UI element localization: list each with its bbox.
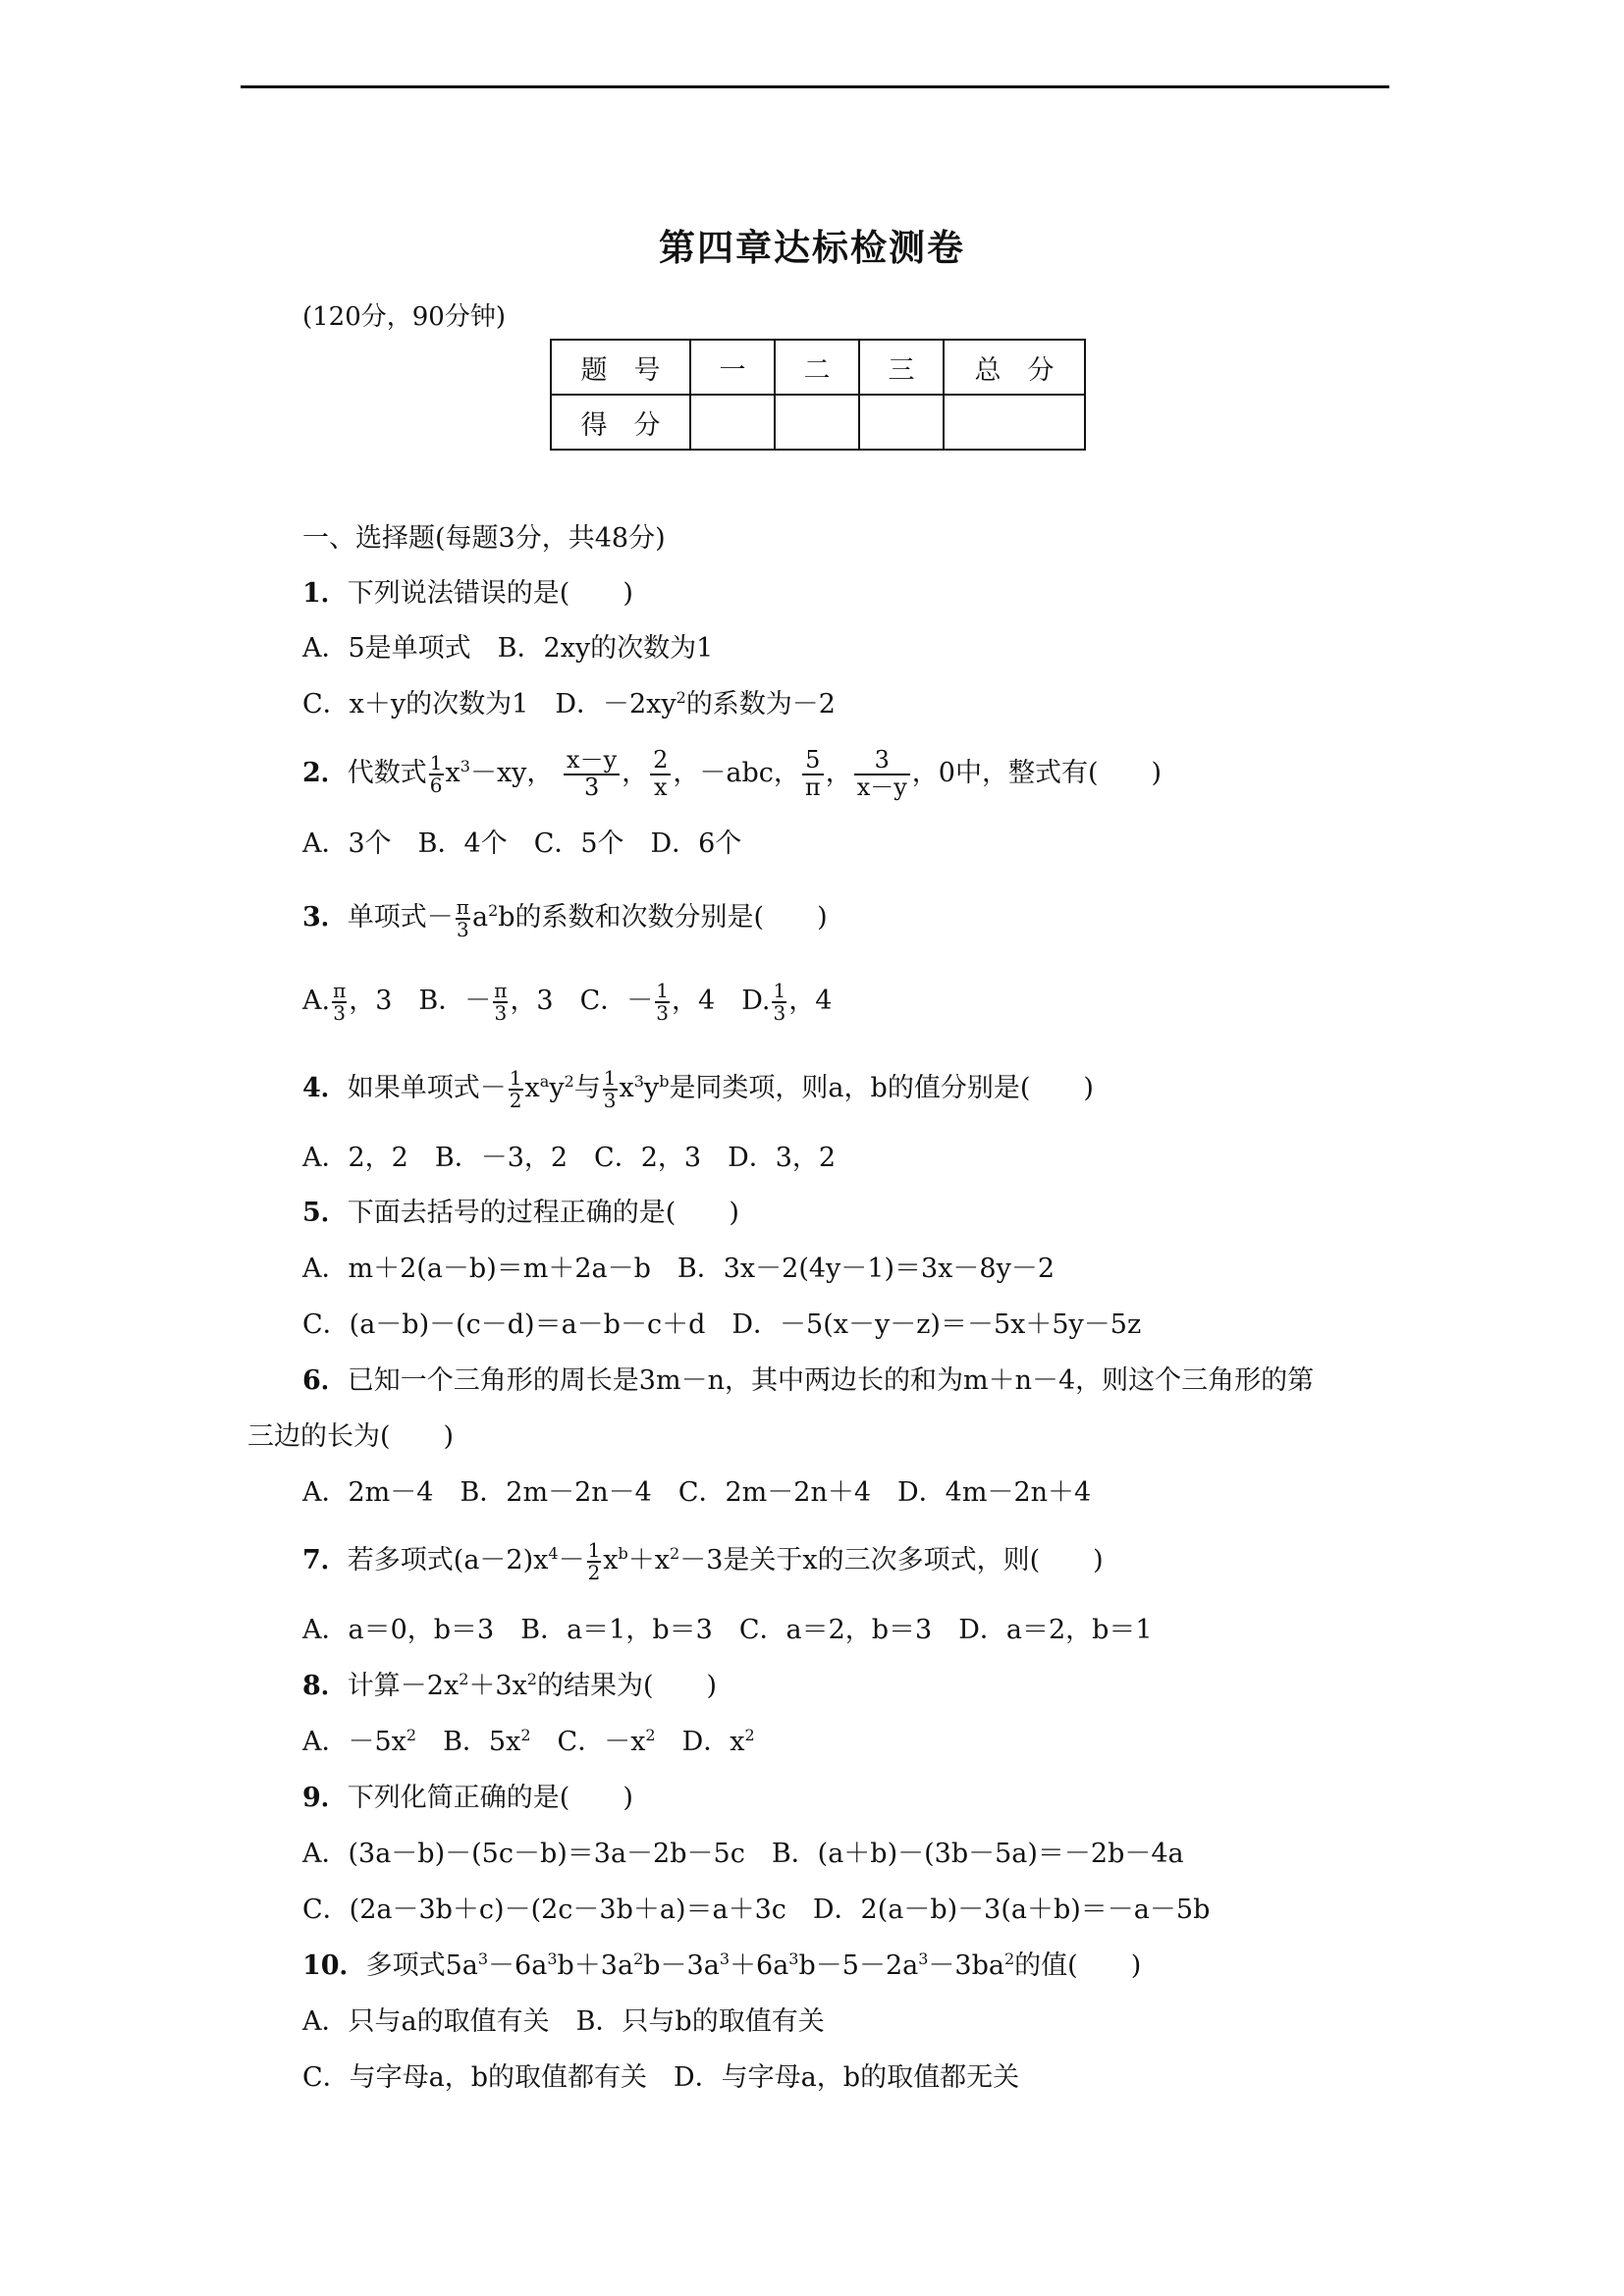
exponent: b — [659, 1072, 670, 1091]
fraction-denominator: 3 — [773, 1000, 786, 1025]
options-text: C．(a－b)－(c－d)＝a－b－c＋d D．－5(x－y－z)＝－5x＋5y－5z — [302, 1309, 1142, 1340]
fraction — [587, 1537, 602, 1584]
exponent: 4 — [548, 1544, 559, 1563]
question-1 — [302, 576, 633, 612]
question-number: 5． — [302, 1198, 348, 1228]
fraction-numerator: x－y — [564, 748, 620, 774]
term: ，－abc， — [673, 758, 800, 788]
term: b－3a — [643, 1950, 720, 1981]
score-header-cell: 一 — [690, 340, 775, 395]
question-number: 10． — [302, 1950, 366, 1981]
options-text: A．3个 B．4个 C．5个 D．6个 — [302, 828, 742, 859]
fraction — [854, 748, 910, 799]
exponent: 3 — [788, 1949, 799, 1968]
term: x — [619, 1073, 634, 1103]
fraction — [509, 1065, 523, 1112]
question-4 — [302, 1064, 1094, 1113]
question-8 — [302, 1669, 717, 1704]
question-stem: 代数式 — [347, 758, 427, 788]
score-table-score-row — [551, 395, 1085, 450]
question-9-options-cd — [302, 1893, 1210, 1928]
term: x — [603, 1545, 619, 1575]
question-stem: 如果单项式－ — [347, 1073, 507, 1103]
question-6-continued — [247, 1419, 454, 1455]
question-1-options-cd — [302, 687, 836, 722]
options-text: D．x — [655, 1727, 745, 1757]
term: ＋3x — [468, 1671, 527, 1701]
options-text: ，3 C．－ — [510, 986, 654, 1016]
fraction — [802, 748, 824, 799]
exponent: 2 — [406, 1726, 417, 1744]
score-table-header-row — [551, 340, 1085, 395]
exponent: 3 — [547, 1949, 558, 1968]
question-stem: 下面去括号的过程正确的是( ) — [347, 1198, 739, 1228]
fraction-denominator: x－y — [856, 773, 907, 801]
exponent: 2 — [633, 1949, 644, 1968]
exponent: 2 — [526, 1670, 537, 1688]
exponent: 2 — [1003, 1949, 1015, 1968]
exponent: 2 — [676, 688, 686, 707]
question-9 — [302, 1781, 633, 1816]
fraction-denominator: 3 — [656, 1000, 670, 1025]
question-9-options-ab — [302, 1837, 1184, 1872]
question-2-options — [302, 827, 741, 862]
options-text: A．a＝0，b＝3 B．a＝1，b＝3 C．a＝2，b＝3 D．a＝2，b＝1 — [302, 1615, 1153, 1645]
fraction-numerator: π — [494, 978, 508, 1002]
fraction-numerator: 3 — [854, 748, 910, 774]
fraction — [603, 1065, 618, 1112]
question-10-options-ab — [302, 2004, 825, 2040]
fraction — [655, 978, 670, 1025]
question-2: 2．代数式 $\frac{1}{6}$ $x^3-xy$， $\frac{x-y}{3}$ ， $\frac{2}{x}$ ，－abc， $\frac{5}{\pi}$ ， $\frac{3}{x-y}$ ，0中，整式有( ) — [302, 746, 1163, 801]
term: b－5－2a — [798, 1950, 919, 1981]
exponent: 3 — [918, 1949, 929, 1968]
exponent: 3 — [477, 1949, 489, 1968]
exponent: 2 — [670, 1544, 680, 1563]
term: x — [445, 758, 460, 788]
header-rule — [241, 85, 1389, 88]
options-text: B．5x — [416, 1727, 521, 1757]
term: 多项式5a — [365, 1950, 478, 1981]
term: b＋3a — [557, 1950, 634, 1981]
question-5-options-ab — [302, 1252, 1055, 1287]
score-cell[interactable] — [690, 395, 775, 450]
options-text: C．－x — [530, 1727, 646, 1757]
options-text: A．2，2 B．－3，2 C．2，3 D．3，2 — [302, 1143, 837, 1173]
fraction-numerator: 5 — [802, 748, 824, 774]
question-1-options-ab — [302, 631, 713, 667]
term: ＋6a — [730, 1950, 789, 1981]
question-6 — [302, 1363, 1314, 1399]
question-stem: 单项式－ — [347, 902, 454, 933]
exponent: a — [539, 1072, 550, 1091]
question-number: 6． — [302, 1365, 348, 1396]
fraction-numerator: π — [333, 978, 347, 1002]
score-header-cell: 二 — [775, 340, 859, 395]
question-stem: 下列化简正确的是( ) — [347, 1783, 633, 1813]
options-text: A．只与a的取值有关 B．只与b的取值有关 — [302, 2006, 825, 2037]
fraction-denominator: 3 — [583, 773, 600, 801]
question-stem: b的系数和次数分别是( ) — [498, 902, 828, 933]
term: －6a — [488, 1950, 548, 1981]
exponent: 3 — [719, 1949, 731, 1968]
question-number: 8． — [302, 1671, 348, 1701]
options-text: 的系数为－2 — [685, 689, 836, 720]
question-stem: 已知一个三角形的周长是3m－n，其中两边长的和为m＋n－4，则这个三角形的第 — [347, 1365, 1315, 1396]
fraction — [772, 978, 786, 1025]
question-stem: 的值( ) — [1014, 1950, 1142, 1981]
question-stem: 与 — [573, 1073, 601, 1103]
question-number: 2． — [302, 758, 348, 788]
fraction-denominator: π — [804, 773, 821, 801]
question-stem: 的结果为( ) — [536, 1671, 718, 1701]
question-number: 4． — [302, 1073, 348, 1103]
exponent: 2 — [459, 1670, 469, 1688]
section-heading — [302, 521, 666, 557]
fraction — [456, 894, 470, 941]
fraction-numerator: 1 — [603, 1065, 617, 1090]
question-7-options — [302, 1613, 1153, 1648]
fraction — [332, 978, 347, 1025]
fraction-numerator: 1 — [509, 1065, 522, 1090]
fraction-numerator: 1 — [656, 978, 670, 1002]
question-stem: －3是关于x的三次多项式，则( ) — [679, 1545, 1104, 1575]
question-number: 9． — [302, 1783, 348, 1813]
question-10 — [302, 1949, 1141, 1984]
term: －3ba — [928, 1950, 1004, 1981]
term: x — [524, 1073, 540, 1103]
question-number: 3． — [302, 902, 348, 933]
exponent: 2 — [564, 1072, 574, 1091]
page-title: 第四章达标检测卷 — [659, 226, 965, 269]
exponent: 2 — [520, 1726, 531, 1744]
options-text: A．－5x — [302, 1727, 406, 1757]
question-10-options-cd — [302, 2060, 1019, 2096]
question-stem: ，0中，整式有( ) — [911, 758, 1163, 788]
question-8-options — [302, 1725, 755, 1760]
options-text: ，3 B．－ — [349, 986, 492, 1016]
section-heading-text: 一、选择题(每题3分，共48分) — [302, 523, 666, 554]
options-text: C．x＋y的次数为1 D．－2xy — [302, 689, 677, 720]
exam-meta: (120分，90分钟) — [302, 302, 506, 332]
fraction-denominator: 2 — [509, 1088, 522, 1112]
score-cell[interactable] — [859, 395, 944, 450]
question-stem: 三边的长为( ) — [247, 1421, 455, 1452]
options-text: C．(2a－3b＋c)－(2c－3b＋a)＝a＋3c D．2(a－b)－3(a＋b)＝－a－5b — [302, 1895, 1211, 1925]
exponent: 2 — [488, 901, 499, 920]
score-header-cell: 三 — [859, 340, 944, 395]
question-4-options — [302, 1141, 836, 1176]
options-text: A．2m－4 B．2m－2n－4 C．2m－2n＋4 D．4m－2n＋4 — [302, 1477, 1092, 1508]
question-7 — [302, 1536, 1104, 1585]
term: ＋x — [627, 1545, 671, 1575]
options-text: ，4 D. — [672, 986, 771, 1016]
fraction-denominator: 6 — [429, 773, 443, 797]
options-text: ，4 — [788, 986, 833, 1016]
question-number: 7． — [302, 1545, 348, 1575]
term: － — [558, 1545, 585, 1575]
options-text: A. — [302, 986, 331, 1016]
question-stem: 下列说法错误的是( ) — [347, 578, 633, 609]
term: a — [471, 902, 489, 933]
question-stem: 若多项式(a－2)x — [347, 1545, 549, 1575]
question-3-options — [302, 977, 832, 1026]
options-text: A．m＋2(a－b)＝m＋2a－b B．3x－2(4y－1)＝3x－8y－2 — [302, 1254, 1056, 1284]
fraction-denominator: x — [653, 773, 668, 801]
options-text: C．与字母a，b的取值都有关 D．与字母a，b的取值都无关 — [302, 2062, 1020, 2093]
fraction-denominator: 3 — [603, 1088, 617, 1112]
question-stem: 是同类项，则a，b的值分别是( ) — [669, 1073, 1094, 1103]
score-cell[interactable] — [775, 395, 859, 450]
score-row-label: 得 分 — [551, 395, 690, 450]
term: －xy， — [469, 758, 554, 788]
exponent: 3 — [633, 1072, 644, 1091]
fraction-denominator: 3 — [457, 917, 469, 941]
exponent: b — [618, 1544, 628, 1563]
question-number: 1． — [302, 578, 348, 609]
fraction-numerator: 1 — [773, 978, 786, 1002]
term: y — [549, 1073, 565, 1103]
fraction-numerator: 2 — [650, 748, 671, 774]
fraction-numerator: 1 — [587, 1537, 601, 1562]
options-text: A．(3a－b)－(5c－b)＝3a－2b－5c B．(a＋b)－(3b－5a)＝－2b－4a — [302, 1839, 1184, 1869]
options-text: A．5是单项式 B．2xy的次数为1 — [302, 633, 714, 664]
question-5 — [302, 1196, 739, 1231]
score-cell[interactable] — [944, 395, 1085, 450]
term: y — [643, 1073, 660, 1103]
fraction — [493, 978, 508, 1025]
score-header-cell: 总 分 — [944, 340, 1085, 395]
fraction — [564, 748, 620, 799]
question-6-options — [302, 1475, 1091, 1511]
fraction-denominator: 3 — [494, 1000, 508, 1025]
score-header-cell: 题 号 — [551, 340, 690, 395]
exponent: 3 — [460, 757, 470, 775]
fraction-denominator: 3 — [333, 1000, 347, 1025]
fraction-numerator: 1 — [429, 750, 443, 774]
exponent: 2 — [744, 1726, 755, 1744]
exponent: 2 — [645, 1726, 656, 1744]
question-3 — [302, 893, 828, 942]
score-table — [550, 339, 1086, 451]
fraction — [650, 748, 671, 799]
fraction — [429, 750, 444, 797]
question-5-options-cd — [302, 1308, 1141, 1343]
fraction-denominator: 2 — [587, 1560, 601, 1584]
fraction-numerator: π — [456, 894, 469, 919]
question-stem: 计算－2x — [347, 1671, 460, 1701]
